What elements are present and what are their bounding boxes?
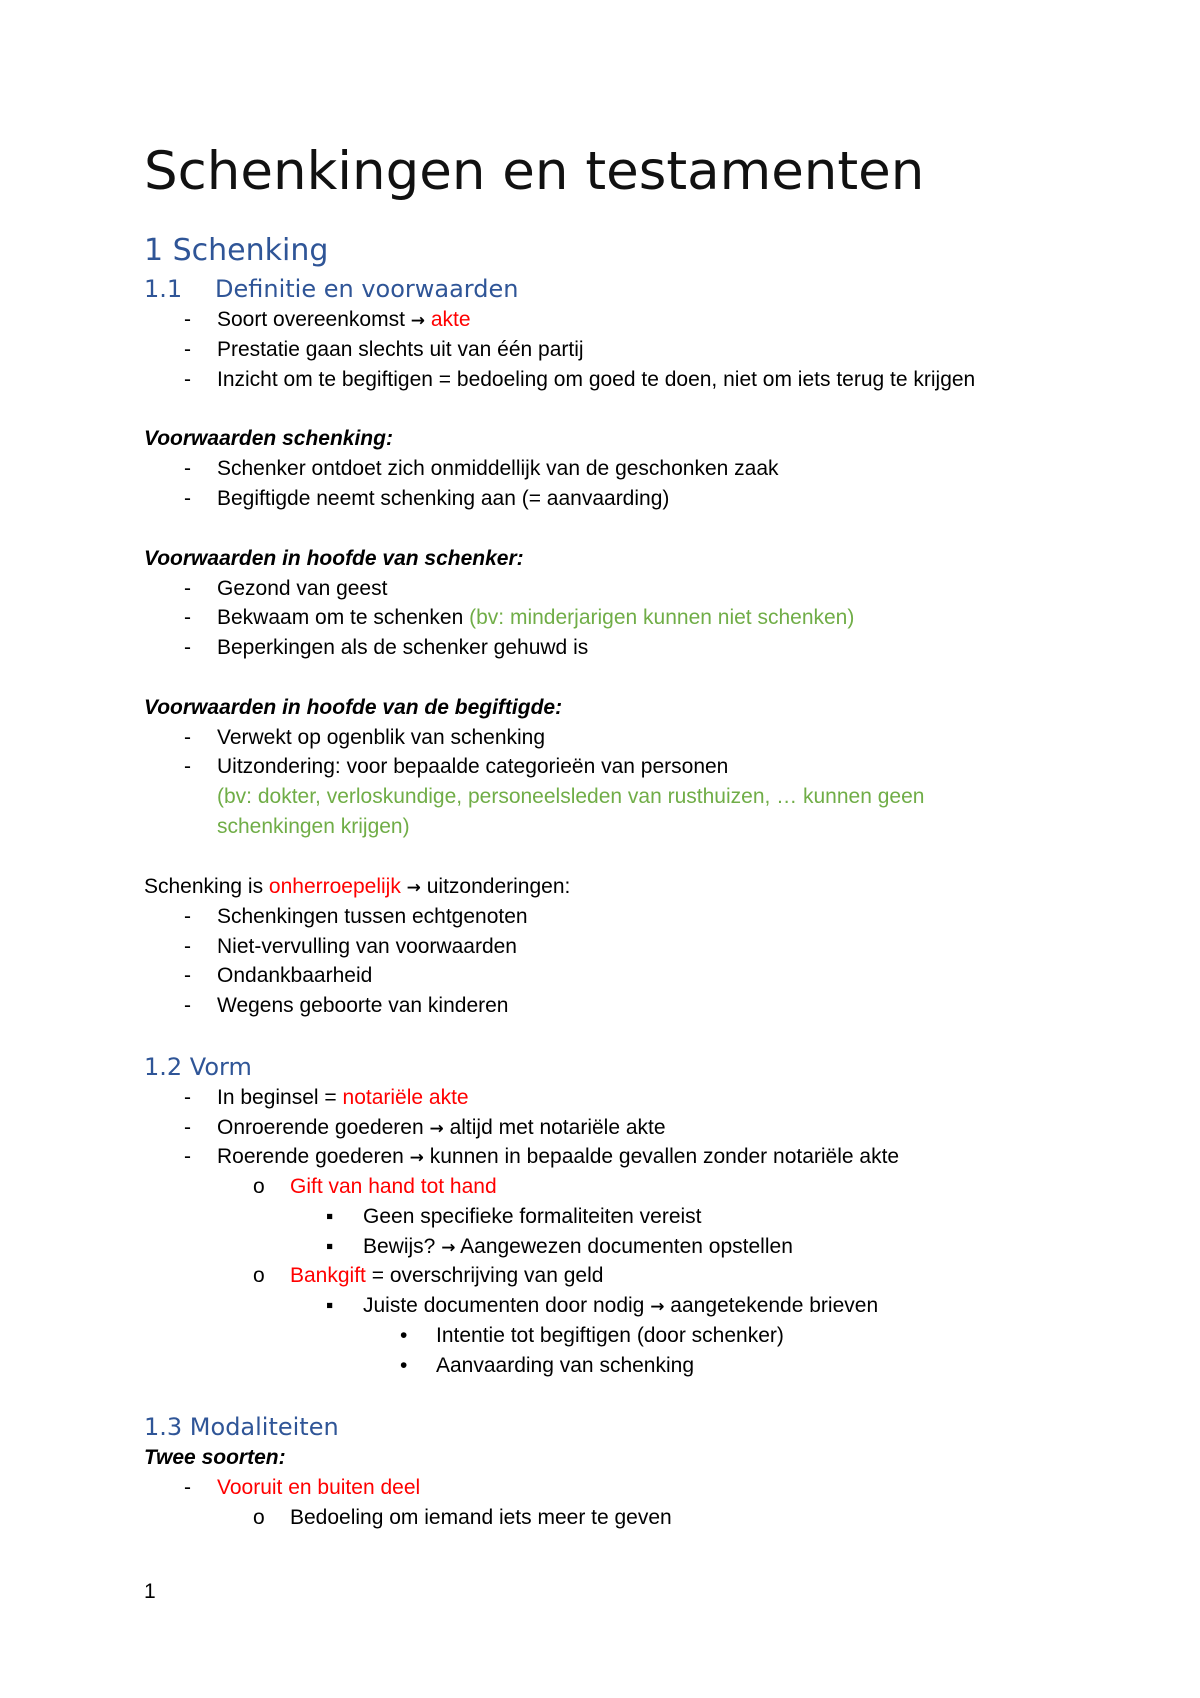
list-item: ▪ Juiste documenten door nodig → aangetekende brieven [363, 1292, 878, 1321]
list-item: - Uitzondering: voor bepaalde categorieën van personen [217, 753, 728, 781]
highlight-red: Vooruit en buiten deel [217, 1476, 421, 1499]
subheading-voorwaarden-schenking: Voorwaarden schenking: [144, 427, 393, 450]
dash-marker: - [184, 577, 191, 600]
subheading-twee-soorten: Twee soorten: [144, 1446, 286, 1469]
list-item: • Aanvaarding van schenking [436, 1352, 694, 1380]
dash-marker: - [184, 1116, 191, 1139]
heading-vorm: 1.2 Vorm [144, 1053, 252, 1081]
list-item: ▪ Geen specifieke formaliteiten vereist [363, 1203, 702, 1231]
heading-definitie [144, 274, 518, 304]
example-green: schenkingen krijgen) [217, 815, 410, 838]
arrow-icon: → [410, 311, 426, 331]
dash-marker: - [184, 994, 191, 1017]
list-item: - Prestatie gaan slechts uit van één partij [217, 336, 584, 364]
subheading-voorwaarden-begiftigde: Voorwaarden in hoofde van de begiftigde: [144, 696, 563, 719]
document-title: Schenkingen en testamenten [144, 141, 925, 202]
list-item: - Gezond van geest [217, 575, 387, 603]
heading-schenking: 1 Schenking [144, 233, 329, 268]
dash-marker: - [184, 726, 191, 749]
list-item: - Niet-vervulling van voorwaarden [217, 933, 517, 961]
list-item: - Begiftigde neemt schenking aan (= aanvaarding) [217, 485, 669, 513]
square-marker: ▪ [326, 1205, 334, 1228]
list-item: - Soort overeenkomst → akte [217, 306, 471, 335]
heading-modaliteiten: 1.3 Modaliteiten [144, 1413, 339, 1441]
list-item: - Verwekt op ogenblik van schenking [217, 724, 545, 752]
list-item: o Bankgift = overschrijving van geld [290, 1262, 603, 1290]
highlight-red: notariële akte [342, 1086, 469, 1109]
list-item [253, 1173, 497, 1201]
circle-marker: o [253, 1506, 265, 1529]
list-item: - Onroerende goederen → altijd met notariële akte [217, 1114, 666, 1143]
dash-marker: - [184, 457, 191, 480]
highlight-red: akte [430, 308, 471, 331]
example-green: (bv: minderjarigen kunnen niet schenken) [469, 606, 855, 629]
list-item: ▪ Bewijs? → Aangewezen documenten opstellen [363, 1233, 793, 1262]
dash-marker: - [184, 755, 191, 778]
onherroepelijk-intro: Schenking is onherroepelijk → uitzonderingen: [144, 875, 571, 898]
dash-marker: - [184, 1145, 191, 1168]
arrow-icon: → [409, 1148, 424, 1168]
highlight-red: Bankgift [290, 1264, 366, 1287]
dash-marker: - [184, 1476, 191, 1499]
list-item: - Schenkingen tussen echtgenoten [217, 903, 528, 931]
dash-marker: - [184, 368, 191, 391]
list-item: o Bedoeling om iemand iets meer te geven [290, 1504, 672, 1532]
arrow-icon: → [406, 878, 421, 898]
dash-marker: - [184, 308, 191, 331]
arrow-icon: → [650, 1297, 665, 1317]
list-item: - Bekwaam om te schenken (bv: minderjarigen kunnen niet schenken) [217, 604, 854, 632]
dash-marker: - [184, 636, 191, 659]
square-marker: ▪ [326, 1294, 334, 1317]
dash-marker: - [184, 905, 191, 928]
arrow-icon: → [429, 1119, 444, 1139]
list-item: • Intentie tot begiftigen (door schenker) [436, 1322, 784, 1350]
bullet-marker: • [400, 1354, 408, 1377]
heading-number: 1.1 [144, 275, 183, 303]
list-item: - Schenker ontdoet zich onmiddellijk van de geschonken zaak [217, 455, 779, 483]
square-marker: ▪ [326, 1235, 334, 1258]
highlight-red: Gift van hand tot hand [290, 1175, 497, 1198]
circle-marker: o [253, 1264, 265, 1287]
dash-marker: - [184, 1086, 191, 1109]
bullet-marker: • [400, 1324, 408, 1347]
dash-marker: - [184, 338, 191, 361]
list-item: - In beginsel = notariële akte [217, 1084, 469, 1112]
page-number: 1 [144, 1580, 156, 1603]
arrow-icon: → [441, 1238, 456, 1258]
circle-marker: o [253, 1175, 265, 1198]
subheading-voorwaarden-schenker: Voorwaarden in hoofde van schenker: [144, 547, 524, 570]
dash-marker: - [184, 487, 191, 510]
list-item [184, 1474, 421, 1502]
list-item: - Ondankbaarheid [217, 962, 372, 990]
dash-marker: - [184, 935, 191, 958]
dash-marker: - [184, 606, 191, 629]
example-green: (bv: dokter, verloskundige, personeelsleden van rusthuizen, … kunnen geen [217, 785, 925, 808]
list-item: - Inzicht om te begiftigen = bedoeling om goed te doen, niet om iets terug te krijgen [217, 366, 975, 394]
list-item: - Beperkingen als de schenker gehuwd is [217, 634, 588, 662]
dash-marker: - [184, 964, 191, 987]
list-item: - Roerende goederen → kunnen in bepaalde gevallen zonder notariële akte [217, 1143, 899, 1172]
heading-text: Definitie en voorwaarden [215, 275, 519, 303]
highlight-red: onherroepelijk [268, 875, 401, 898]
list-item: - Wegens geboorte van kinderen [217, 992, 508, 1020]
